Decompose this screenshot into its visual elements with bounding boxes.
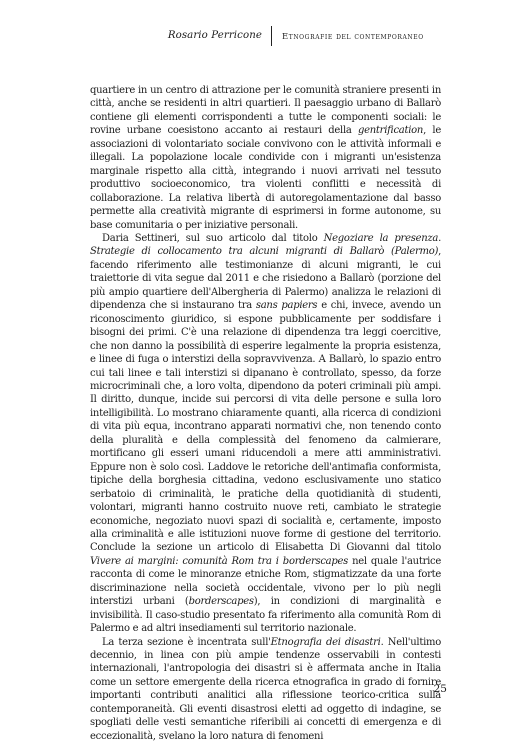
running-header [0, 26, 510, 46]
running-header-title: Etnografie del contemporaneo [282, 31, 424, 41]
page-number: 25 [433, 683, 447, 695]
body-text [90, 84, 441, 743]
paragraph-3: La terza sezione è incentrata sull'Etnografia dei disastri. Nell'ultimo decennio, in linea con più ampie tendenze osservabili in contesti internazionali, l'antropologia dei disastri si è affermata anche in Italia come un settore emergente della ricerca etnografica in grado di fornire importanti contributi analitici alla riflessione teorico-critica sulla contemporaneità. Gli eventi disastrosi eletti ad oggetto di indagine, se spogliati delle vesti semantiche riferibili ai concetti di emergenza e di eccezionalità, svelano la loro natura di fenomeni [90, 636, 441, 742]
paragraph-1: quartiere in un centro di attrazione per le comunità straniere presenti in città, anche se residenti in altri quartieri. Il paesaggio urbano di Ballarò contiene gli elementi corrispondenti a tutte le componenti sociali: le rovine urbane coesistono accanto ai restauri della gentrification, le associazioni di volontariato sociale convivono con le attività informali e illegali. La popolazione locale condivide con i migranti un'esistenza marginale rispetto alla città, integrando i nuovi arrivati nel tessuto produttivo socioeconomico, tra violenti conflitti e necessità di collaborazione. La relativa libertà di autoregolamentazione dal basso permette alla creatività migrante di esprimersi in forme autonome, su base comunitaria o per iniziative personali. [90, 85, 441, 231]
running-header-author: Rosario Perricone [167, 30, 262, 41]
paragraph-2: Daria Settineri, sul suo articolo dal titolo Negoziare la presenza. Strategie di collocamento tra alcuni migranti di Ballarò (Palermo), facendo riferimento alle testimonianze di alcuni migranti, le cui traiettorie di vita segue dal 2011 e che risiedono a Ballarò (porzione del più ampio quartiere dell'Albergheria di Palermo) analizza le relazioni di dipendenza che si instaurano tra sans papiers e chi, invece, avendo un riconoscimento giuridico, si espone pubblicamente per soddisfare i bisogni dei primi. C'è una relazione di dipendenza tra leggi coercitive, che non danno la possibilità di esperire legalmente la propria esistenza, e linee di fuga o interstizi della sopravvivenza. A Ballarò, lo spazio entro cui tali linee e tali interstizi si dipanano è controllato, spesso, da forze microcriminali che, a loro volta, dipendono da poteri criminali più ampi. Il diritto, dunque, incide sui percorsi di vita delle persone e sulla loro intelligibilità. Lo mostrano chiaramente quanti, alla ricerca di condizioni di vita più equa, incontrano apparati normativi che, non tenendo conto della pluralità e della complessità del fenomeno da calmierare, mortificano gli esseri umani riducendoli a mere atti amministrativi. Eppure non è solo così. Laddove le retoriche dell'antimafia conformista, tipiche della borghesia cittadina, vedono esclusivamente uno statico serbatoio di criminalità, le pratiche della quotidianità di studenti, volontari, migranti hanno costruito nuove reti, cambiato le strategie economiche, negoziato nuovi spazi di socialità e, certamente, imposto alla criminalità e alle istituzioni nuove forme di gestione del territorio. Conclude la sezione un articolo di Elisabetta Di Giovanni dal titolo Vivere ai margini: comunità Rom tra i borderscapes nel quale l'autrice racconta di come le minoranze etniche Rom, stigmatizzate da una forte discriminazione nella società occidentale, vivono per lo più negli interstizi urbani (borderscapes), in condizioni di marginalità e invisibilità. Il caso-studio presentato fa riferimento alla comunità Rom di Palermo e ad altri insediamenti sul territorio nazionale. [90, 232, 442, 635]
header-divider [271, 26, 272, 46]
